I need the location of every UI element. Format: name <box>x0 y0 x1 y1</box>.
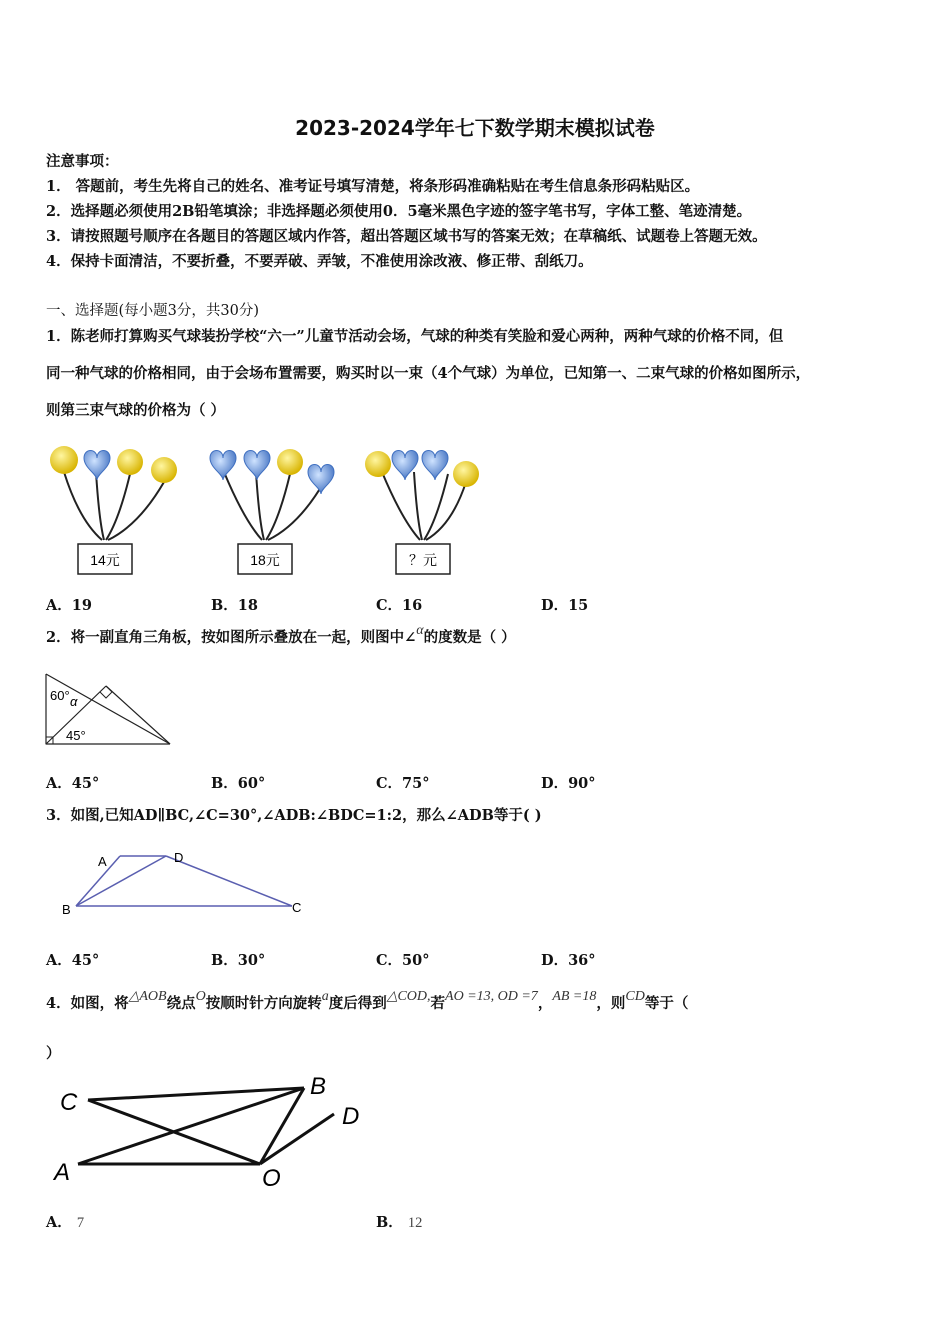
q2-option-a[interactable]: A．45° <box>46 775 100 792</box>
q3-option-d[interactable]: D．36° <box>541 952 596 969</box>
q4-stem-line-2: ） <box>46 1045 61 1062</box>
q4-label-a: A <box>54 1159 71 1186</box>
q1-line-3: 则第三束气球的价格为（ ） <box>46 402 226 419</box>
q4-option-a[interactable]: A． 7 <box>46 1214 85 1231</box>
q4-label-d: D <box>342 1103 360 1130</box>
q4-stem-line-1: 4．如图，将△AOB绕点O按顺时针方向旋转a度后得到△COD,若AO =13, OD =7，AB =18，则CD等于（ <box>46 989 689 1012</box>
q2-angle-45: 45° <box>66 728 86 743</box>
q3-option-c[interactable]: C．50° <box>376 952 430 969</box>
q1-line-2: 同一种气球的价格相同，由于会场布置需要，购买时以一束（4个气球）为单位，已知第一、二束气球的价格如图所示， <box>46 365 811 382</box>
q2-alpha: α <box>416 623 424 638</box>
note-item-1: 1． 答题前，考生先将自己的姓名、准考证号填写清楚，将条形码准确粘贴在考生信息条形码粘贴区。 <box>46 178 700 195</box>
q3-label-a: A <box>98 854 107 869</box>
page-title: 2023-2024学年七下数学期末模拟试卷 <box>295 116 655 140</box>
price-label-3: ？元 <box>409 552 437 568</box>
q1-balloon-figure <box>44 440 494 580</box>
q2-stem: 2．将一副直角三角板，按如图所示叠放在一起，则图中∠α的度数是（ ） <box>46 623 516 646</box>
q2-option-d[interactable]: D．90° <box>541 775 596 792</box>
q4-label-c: C <box>60 1089 78 1116</box>
q1-option-b[interactable]: B．18 <box>211 597 258 614</box>
q1-line-1: 1．陈老师打算购买气球装扮学校“六一”儿童节活动会场，气球的种类有笑脸和爱心两种，两种气球的价格不同，但 <box>46 328 784 345</box>
price-label-2: 18元 <box>250 552 280 568</box>
q4-label-o: O <box>262 1165 281 1190</box>
q2-triangle-figure <box>44 670 174 748</box>
q3-trapezoid-figure <box>56 846 316 922</box>
q3-option-b[interactable]: B．30° <box>211 952 266 969</box>
balloon-bunch-2 <box>210 449 334 574</box>
q1-option-c[interactable]: C．16 <box>376 597 423 614</box>
price-label-1: 14元 <box>90 552 120 568</box>
q3-label-d: D <box>174 850 184 865</box>
q2-option-b[interactable]: B．60° <box>211 775 266 792</box>
q1-option-a[interactable]: A．19 <box>46 597 92 614</box>
note-item-4: 4．保持卡面清洁，不要折叠，不要弄破、弄皱，不准使用涂改液、修正带、刮纸刀。 <box>46 253 593 270</box>
balloon-bunch-3 <box>365 451 479 575</box>
q3-label-b: B <box>62 902 71 917</box>
q2-option-c[interactable]: C．75° <box>376 775 430 792</box>
q4-label-b: B <box>310 1073 327 1100</box>
q3-stem: 3．如图,已知AD∥BC,∠C=30°,∠ADB:∠BDC=1:2，那么∠ADB等于( ) <box>46 807 542 824</box>
note-item-2: 2．选择题必须使用2B铅笔填涂；非选择题必须使用0．5毫米黑色字迹的签字笔书写，字体工整、笔迹清楚。 <box>46 203 752 220</box>
balloon-bunch-1 <box>50 446 177 574</box>
q4-option-b[interactable]: B． 12 <box>376 1214 423 1231</box>
q4-rotation-figure <box>52 1072 372 1190</box>
q2-angle-alpha: α <box>70 694 78 709</box>
section-heading: 一、选择题(每小题3分，共30分) <box>46 303 259 319</box>
q1-option-d[interactable]: D．15 <box>541 597 589 614</box>
note-item-3: 3．请按照题号顺序在各题目的答题区域内作答，超出答题区域书写的答案无效；在草稿纸、试题卷上答题无效。 <box>46 228 767 245</box>
q2-angle-60: 60° <box>50 688 70 703</box>
notes-heading: 注意事项： <box>46 153 119 170</box>
q3-option-a[interactable]: A．45° <box>46 952 100 969</box>
q3-label-c: C <box>292 900 302 915</box>
